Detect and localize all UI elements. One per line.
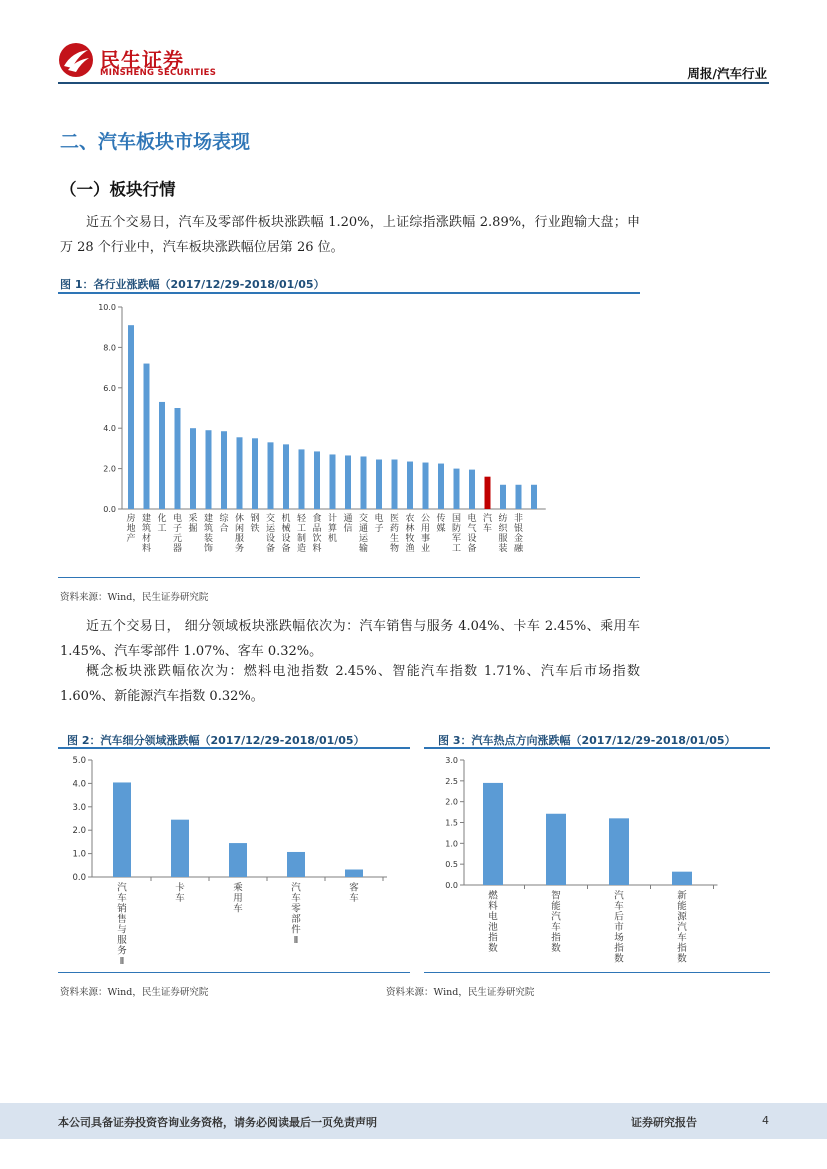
x-category-label: 计算机 [327, 514, 338, 544]
y-tick-label: 0.0 [445, 881, 458, 890]
x-category-label: 交运设备 [265, 514, 276, 554]
y-tick-label: 5.0 [72, 756, 86, 766]
bar [361, 456, 367, 509]
y-tick-label: 10.0 [98, 303, 116, 312]
x-category-label: 农林牧渔 [405, 514, 415, 554]
y-tick-label: 1.0 [445, 839, 458, 849]
y-tick-label: 2.5 [445, 776, 458, 786]
y-tick-label: 3.0 [445, 756, 458, 765]
y-tick-label: 6.0 [103, 383, 116, 393]
bar [516, 485, 522, 509]
x-category-label: 汽车后市场指数 [614, 890, 624, 965]
y-tick-label: 1.5 [445, 818, 458, 828]
section-subtitle: （一）板块行情 [60, 180, 176, 199]
x-category-label: 建筑装饰 [203, 514, 214, 554]
bar [345, 455, 351, 509]
paragraph-concept-summary: 概念板块涨跌幅依次为：燃料电池指数 2.45%、智能汽车指数 1.71%、汽车后市场指数 1.60%、新能源汽车指数 0.32%。 [60, 664, 640, 704]
section-title: 二、汽车板块市场表现 [60, 131, 251, 153]
footer-disclaimer: 本公司具备证券投资咨询业务资格，请务必阅读最后一页免责声明 [58, 1116, 377, 1129]
y-tick-label: 2.0 [103, 464, 116, 474]
x-category-label: 智能汽车指数 [551, 890, 561, 954]
bar [483, 783, 503, 885]
y-tick-label: 0.0 [103, 505, 116, 514]
bar [469, 470, 475, 509]
bar [454, 469, 460, 509]
x-category-label: 乘用车 [233, 882, 243, 915]
bar [500, 485, 506, 509]
paragraph-market-summary: 近五个交易日，汽车及零部件板块涨跌幅 1.20%，上证综指涨跌幅 2.89%，行业跑输大盘；申万 28 个行业中，汽车板块涨跌幅位居第 26 位。 [60, 215, 640, 255]
logo-chinese-name: 民生证券 [100, 48, 184, 72]
x-category-label: 休闲服务 [234, 514, 245, 554]
x-category-label: 交通运输 [358, 514, 369, 554]
x-category-label: 房地产 [126, 514, 136, 544]
bar [283, 444, 289, 509]
logo-english-name: MINSHENG SECURITIES [100, 68, 217, 78]
bar [546, 814, 566, 885]
x-category-label: 轻工制造 [296, 514, 307, 554]
bar [407, 462, 413, 509]
x-category-label: 综合 [219, 514, 229, 534]
bar [299, 449, 305, 509]
figure2-title: 图 2：汽车细分领域涨跌幅（2017/12/29-2018/01/05） [67, 734, 365, 747]
x-category-label: 客车 [349, 882, 359, 904]
subsector-change-chart [60, 750, 410, 965]
hotspot-change-chart [426, 750, 770, 965]
y-tick-label: 0.5 [445, 860, 458, 870]
x-category-label: 采掘 [188, 514, 198, 534]
x-category-label: 卡车 [175, 882, 185, 904]
bar [237, 437, 243, 509]
x-category-label: 医药生物 [389, 514, 400, 554]
bar [314, 451, 320, 509]
x-category-label: 非银金融 [513, 514, 524, 554]
bar [190, 428, 196, 509]
figure3-top-rule [424, 747, 770, 749]
figure1-bottom-rule [58, 577, 640, 578]
x-category-label: 新能源汽车指数 [677, 890, 687, 965]
bar [171, 820, 189, 877]
bar [392, 460, 398, 509]
y-tick-label: 0.0 [72, 873, 86, 883]
bar [376, 460, 382, 509]
figure3-source: 资料来源：Wind，民生证券研究院 [386, 987, 535, 998]
x-category-label: 燃料电池指数 [488, 890, 498, 954]
x-category-label: 传媒 [436, 514, 446, 534]
figure2-bottom-rule [58, 972, 410, 973]
figure2-source: 资料来源：Wind，民生证券研究院 [60, 987, 209, 998]
bar [287, 852, 305, 877]
bar [609, 818, 629, 885]
header-divider [58, 82, 769, 84]
x-category-label: 国防军工 [451, 514, 462, 554]
y-tick-label: 3.0 [72, 802, 86, 813]
x-category-label: 汽车零部件 Ⅱ [291, 882, 301, 946]
bar [113, 782, 131, 877]
bar [330, 454, 336, 509]
bar [175, 408, 181, 509]
x-category-label: 汽车销售与服务 Ⅱ [117, 882, 127, 965]
x-category-label: 钢铁 [250, 514, 260, 534]
y-tick-label: 2.0 [72, 826, 86, 837]
bar [423, 463, 429, 509]
bar [268, 442, 274, 509]
y-tick-label: 2.0 [445, 797, 458, 807]
bar [438, 464, 444, 509]
x-category-label: 食品饮料 [312, 514, 322, 554]
x-category-label: 电子元器 [172, 514, 183, 554]
x-category-label: 通信 [343, 514, 353, 534]
bar [221, 431, 227, 509]
figure2-top-rule [58, 747, 410, 749]
footer-page-number: 4 [762, 1114, 769, 1127]
y-tick-label: 4.0 [72, 779, 86, 790]
industry-change-chart [60, 298, 640, 568]
figure1-top-rule [58, 292, 640, 294]
x-category-label: 化工 [157, 514, 167, 534]
x-category-label: 公用事业 [420, 514, 431, 554]
bar [229, 843, 247, 877]
minsheng-logo-icon [58, 42, 94, 78]
paragraph-subsector-summary: 近五个交易日， 细分领域板块涨跌幅依次为：汽车销售与服务 4.04%、卡车 2.45%、乘用车 1.45%、汽车零部件 1.07%、客车 0.32%。 [60, 619, 640, 659]
y-tick-label: 8.0 [103, 343, 116, 353]
figure3-title: 图 3：汽车热点方向涨跌幅（2017/12/29-2018/01/05） [438, 734, 736, 747]
figure3-bottom-rule [424, 972, 770, 973]
figure1-title: 图 1：各行业涨跌幅（2017/12/29-2018/01/05） [60, 278, 325, 291]
y-tick-label: 1.0 [72, 849, 86, 860]
bar [144, 364, 150, 509]
bar [252, 438, 258, 509]
bar [206, 430, 212, 509]
x-category-label: 建筑材料 [141, 514, 152, 554]
bar [345, 870, 363, 877]
bar [159, 402, 165, 509]
x-category-label: 汽车 [482, 514, 493, 534]
y-tick-label: 4.0 [103, 424, 116, 434]
x-category-label: 机械设备 [281, 514, 291, 554]
x-category-label: 纺织服装 [498, 514, 508, 554]
x-category-label: 电子 [374, 514, 384, 534]
bar [128, 325, 134, 509]
footer-report-type: 证券研究报告 [631, 1116, 697, 1129]
figure1-source: 资料来源：Wind，民生证券研究院 [60, 592, 209, 603]
x-category-label: 电气设备 [467, 514, 477, 554]
bar [531, 485, 537, 509]
bar [485, 477, 491, 509]
header-report-title: 周报/汽车行业 [687, 66, 767, 81]
bar [672, 872, 692, 885]
